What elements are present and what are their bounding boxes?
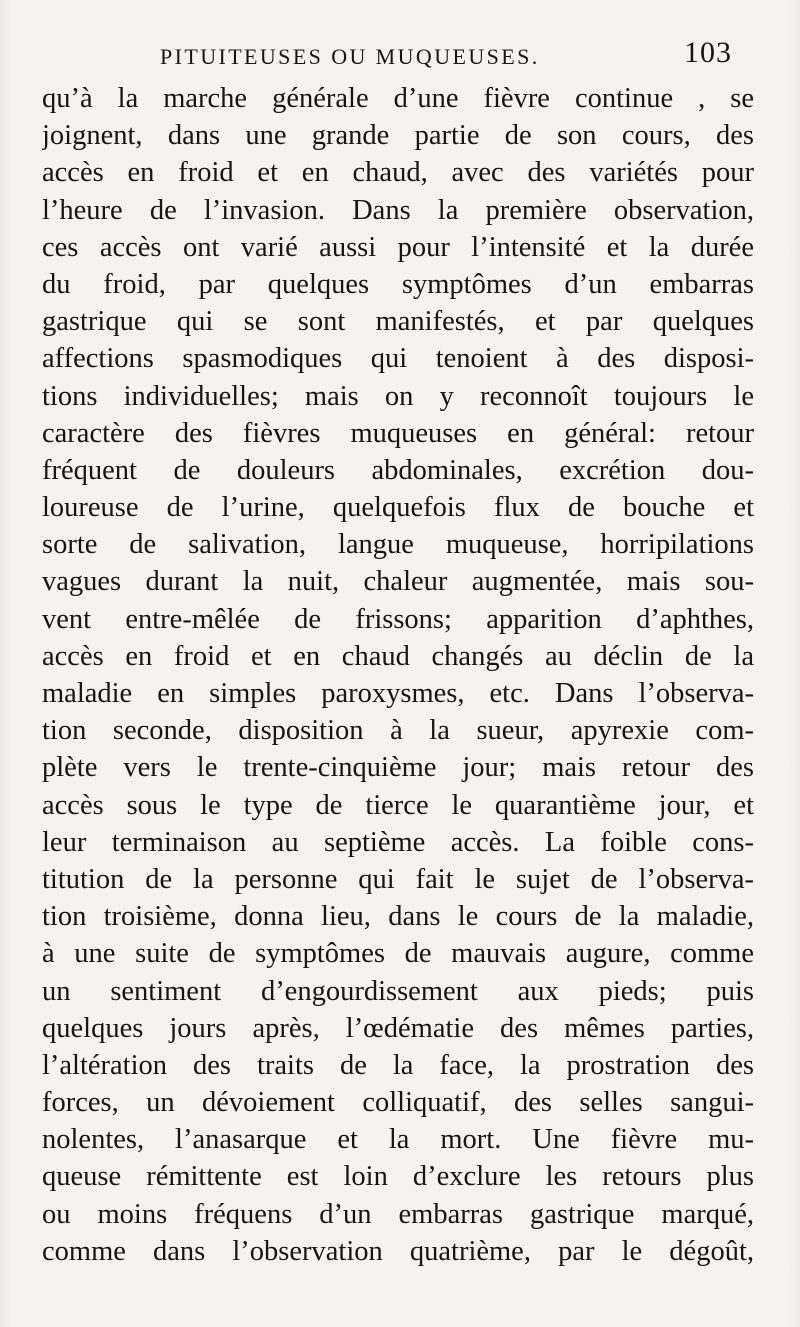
text-line: vent entre-mêlée de frissons; apparition d’aphthes, [42, 603, 754, 635]
text-line: accès en froid et en chaud changés au déclin de la [42, 640, 754, 672]
text-line: ou moins fréquens d’un embarras gastrique marqué, [42, 1198, 754, 1230]
text-line: affections spasmodiques qui tenoient à des disposi- [42, 343, 754, 375]
page-number: 103 [684, 36, 732, 69]
text-line: sorte de salivation, langue muqueuse, horripilations [42, 529, 754, 561]
text-line: forces, un dévoiement colliquatif, des selles sangui- [42, 1087, 754, 1119]
text-line: loureuse de l’urine, quelquefois flux de bouche et [42, 492, 754, 524]
text-line: du froid, par quelques symptômes d’un embarras [42, 268, 754, 300]
text-line: quelques jours après, l’œdématie des mêmes parties, [42, 1012, 754, 1044]
text-line: l’heure de l’invasion. Dans la première observation, [42, 194, 754, 226]
text-line: queuse rémittente est loin d’exclure les retours plus [42, 1161, 754, 1193]
text-line: leur terminaison au septième accès. La foible cons- [42, 826, 754, 858]
text-line: fréquent de douleurs abdominales, excrétion dou- [42, 454, 754, 486]
running-title: PITUITEUSES OU MUQUEUSES. [160, 44, 540, 69]
text-line: joignent, dans une grande partie de son cours, des [42, 120, 754, 152]
text-line: à une suite de symptômes de mauvais augure, comme [42, 938, 754, 970]
body-text [42, 80, 754, 1270]
text-line: plète vers le trente-cinquième jour; mais retour des [42, 752, 754, 784]
text-line: l’altération des traits de la face, la prostration des [42, 1049, 754, 1081]
text-line: gastrique qui se sont manifestés, et par quelques [42, 306, 754, 338]
text-line: maladie en simples paroxysmes, etc. Dans l’observa- [42, 678, 754, 709]
text-line: accès en froid et en chaud, avec des variétés pour [42, 157, 754, 189]
text-line: caractère des fièvres muqueuses en général: retour [42, 417, 754, 449]
text-line: vagues durant la nuit, chaleur augmentée, mais sou- [42, 566, 754, 598]
text-line: titution de la personne qui fait le sujet de l’observa- [42, 863, 754, 895]
text-line: tion seconde, disposition à la sueur, apyrexie com- [42, 715, 754, 747]
text-line: qu’à la marche générale d’une fièvre continue , se [42, 83, 754, 114]
text-line: ces accès ont varié aussi pour l’intensité et la durée [42, 231, 754, 263]
page-header [160, 36, 750, 80]
text-line: tion troisième, donna lieu, dans le cours de la maladie, [42, 901, 754, 933]
text-line: tions individuelles; mais on y reconnoît toujours le [42, 380, 754, 412]
text-line: un sentiment d’engourdissement aux pieds; puis [42, 975, 754, 1007]
text-line: nolentes, l’anasarque et la mort. Une fièvre mu- [42, 1124, 754, 1156]
text-line: accès sous le type de tierce le quarantième jour, et [42, 789, 754, 821]
text-line: comme dans l’observation quatrième, par le dégoût, [42, 1235, 754, 1267]
